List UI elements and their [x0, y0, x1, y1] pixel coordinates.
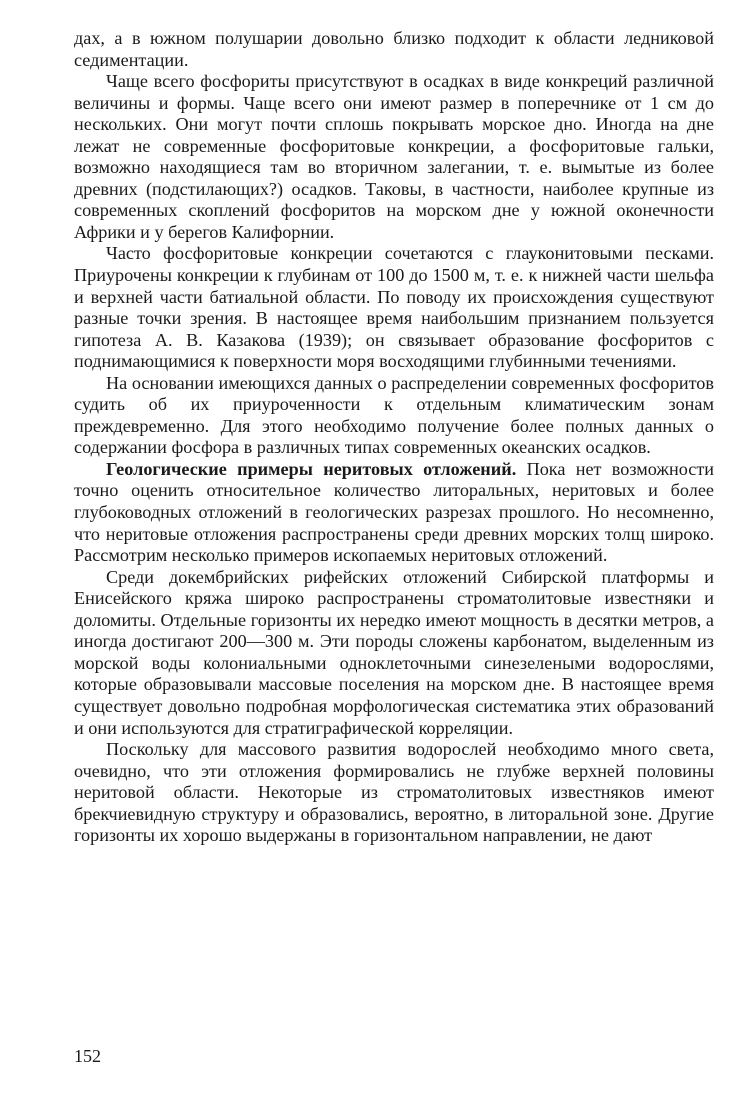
- paragraph-text: Чаще всего фосфориты присутствуют в осадках в виде конкреций различной величины и формы. Чаще всего они имеют размер в поперечнике от 1 см до нескольких. Они могут почти сплошь покрывать морское дно. Иногда на дне лежат не современные фосфоритовые конкреции, а фосфоритовые гальки, возможно находящиеся там во вторичном залегании, т. е. вымытые из более древних (подстилающих?) осадков. Таковы, в частности, наиболее крупные из современных скоплений фосфоритов на морском дне у южной оконечности Африки и у берегов Калифорнии.: [74, 71, 714, 242]
- paragraph-lead-heading: Геологические примеры неритовых отложений.: [106, 458, 517, 479]
- paragraph-text: Среди докембрийских рифейских отложений Сибирской платформы и Енисейского кряжа широко распространены строматолитовые известняки и доломиты. Отдельные горизонты их нередко имеют мощность в десятки метров, а иногда достигают 200—300 м. Эти породы сложены карбонатом, выделенным из морской воды колониальными одноклеточными синезелеными водорослями, которые образовывали массовые поселения на морском дне. В настоящее время существует довольно подробная морфологическая систематика этих образований и они используются для стратиграфической корреляции.: [74, 566, 714, 738]
- paragraph-glauconite-sands: [74, 243, 714, 372]
- page-number: 152: [74, 1046, 101, 1066]
- paragraph-text: Часто фосфоритовые конкреции сочетаются с глауконитовыми песками. Приурочены конкреции к глубинам от 100 до 1500 м, т. е. к нижней части шельфа и верхней части батиальной области. По поводу их происхождения существуют разные точки зрения. В настоящее время наибольшим признанием пользуется гипотеза А. В. Казакова (1939); он связывает образование фосфоритов с поднимающимися к поверхности моря восходящими глубинными течениями.: [74, 243, 714, 372]
- paragraph-text: Поскольку для массового развития водорослей необходимо много света, очевидно, что эти отложения формировались не глубже верхней половины неритовой области. Некоторые из строматолитовых известняков имеют брекчиевидную структуру и образовались, вероятно, в литоральной зоне. Другие горизонты их хорошо выдержаны в горизонтальном направлении, не дают: [74, 739, 714, 846]
- paragraph-climate-zones: [74, 373, 714, 459]
- paragraph-continuation: [74, 28, 714, 71]
- paragraph-text: На основании имеющихся данных о распределении современных фосфоритов судить об их приуроченности к отдельным климатическим зонам преждевременно. Для этого необходимо получение более полных данных о содержании фосфора в различных типах современных океанских осадков.: [74, 372, 714, 458]
- paragraph-text: дах, а в южном полушарии довольно близко подходит к области ледниковой седиментации.: [74, 28, 714, 70]
- page-body: [74, 28, 714, 847]
- paragraph-phosphorite-concretions: [74, 71, 714, 243]
- paragraph-stromatolite-limestones: [74, 567, 714, 739]
- paragraph-text: Пока нет возможности точно оценить относительное количество литоральных, неритовых и более глубоководных отложений в геологических разрезах прошлого. Но несомненно, что неритовые отложения распространены среди древних морских толщ широко. Рассмотрим несколько примеров ископаемых неритовых отложений.: [74, 458, 714, 566]
- paragraph-geological-examples: [74, 459, 714, 567]
- paragraph-algae-development: [74, 739, 714, 847]
